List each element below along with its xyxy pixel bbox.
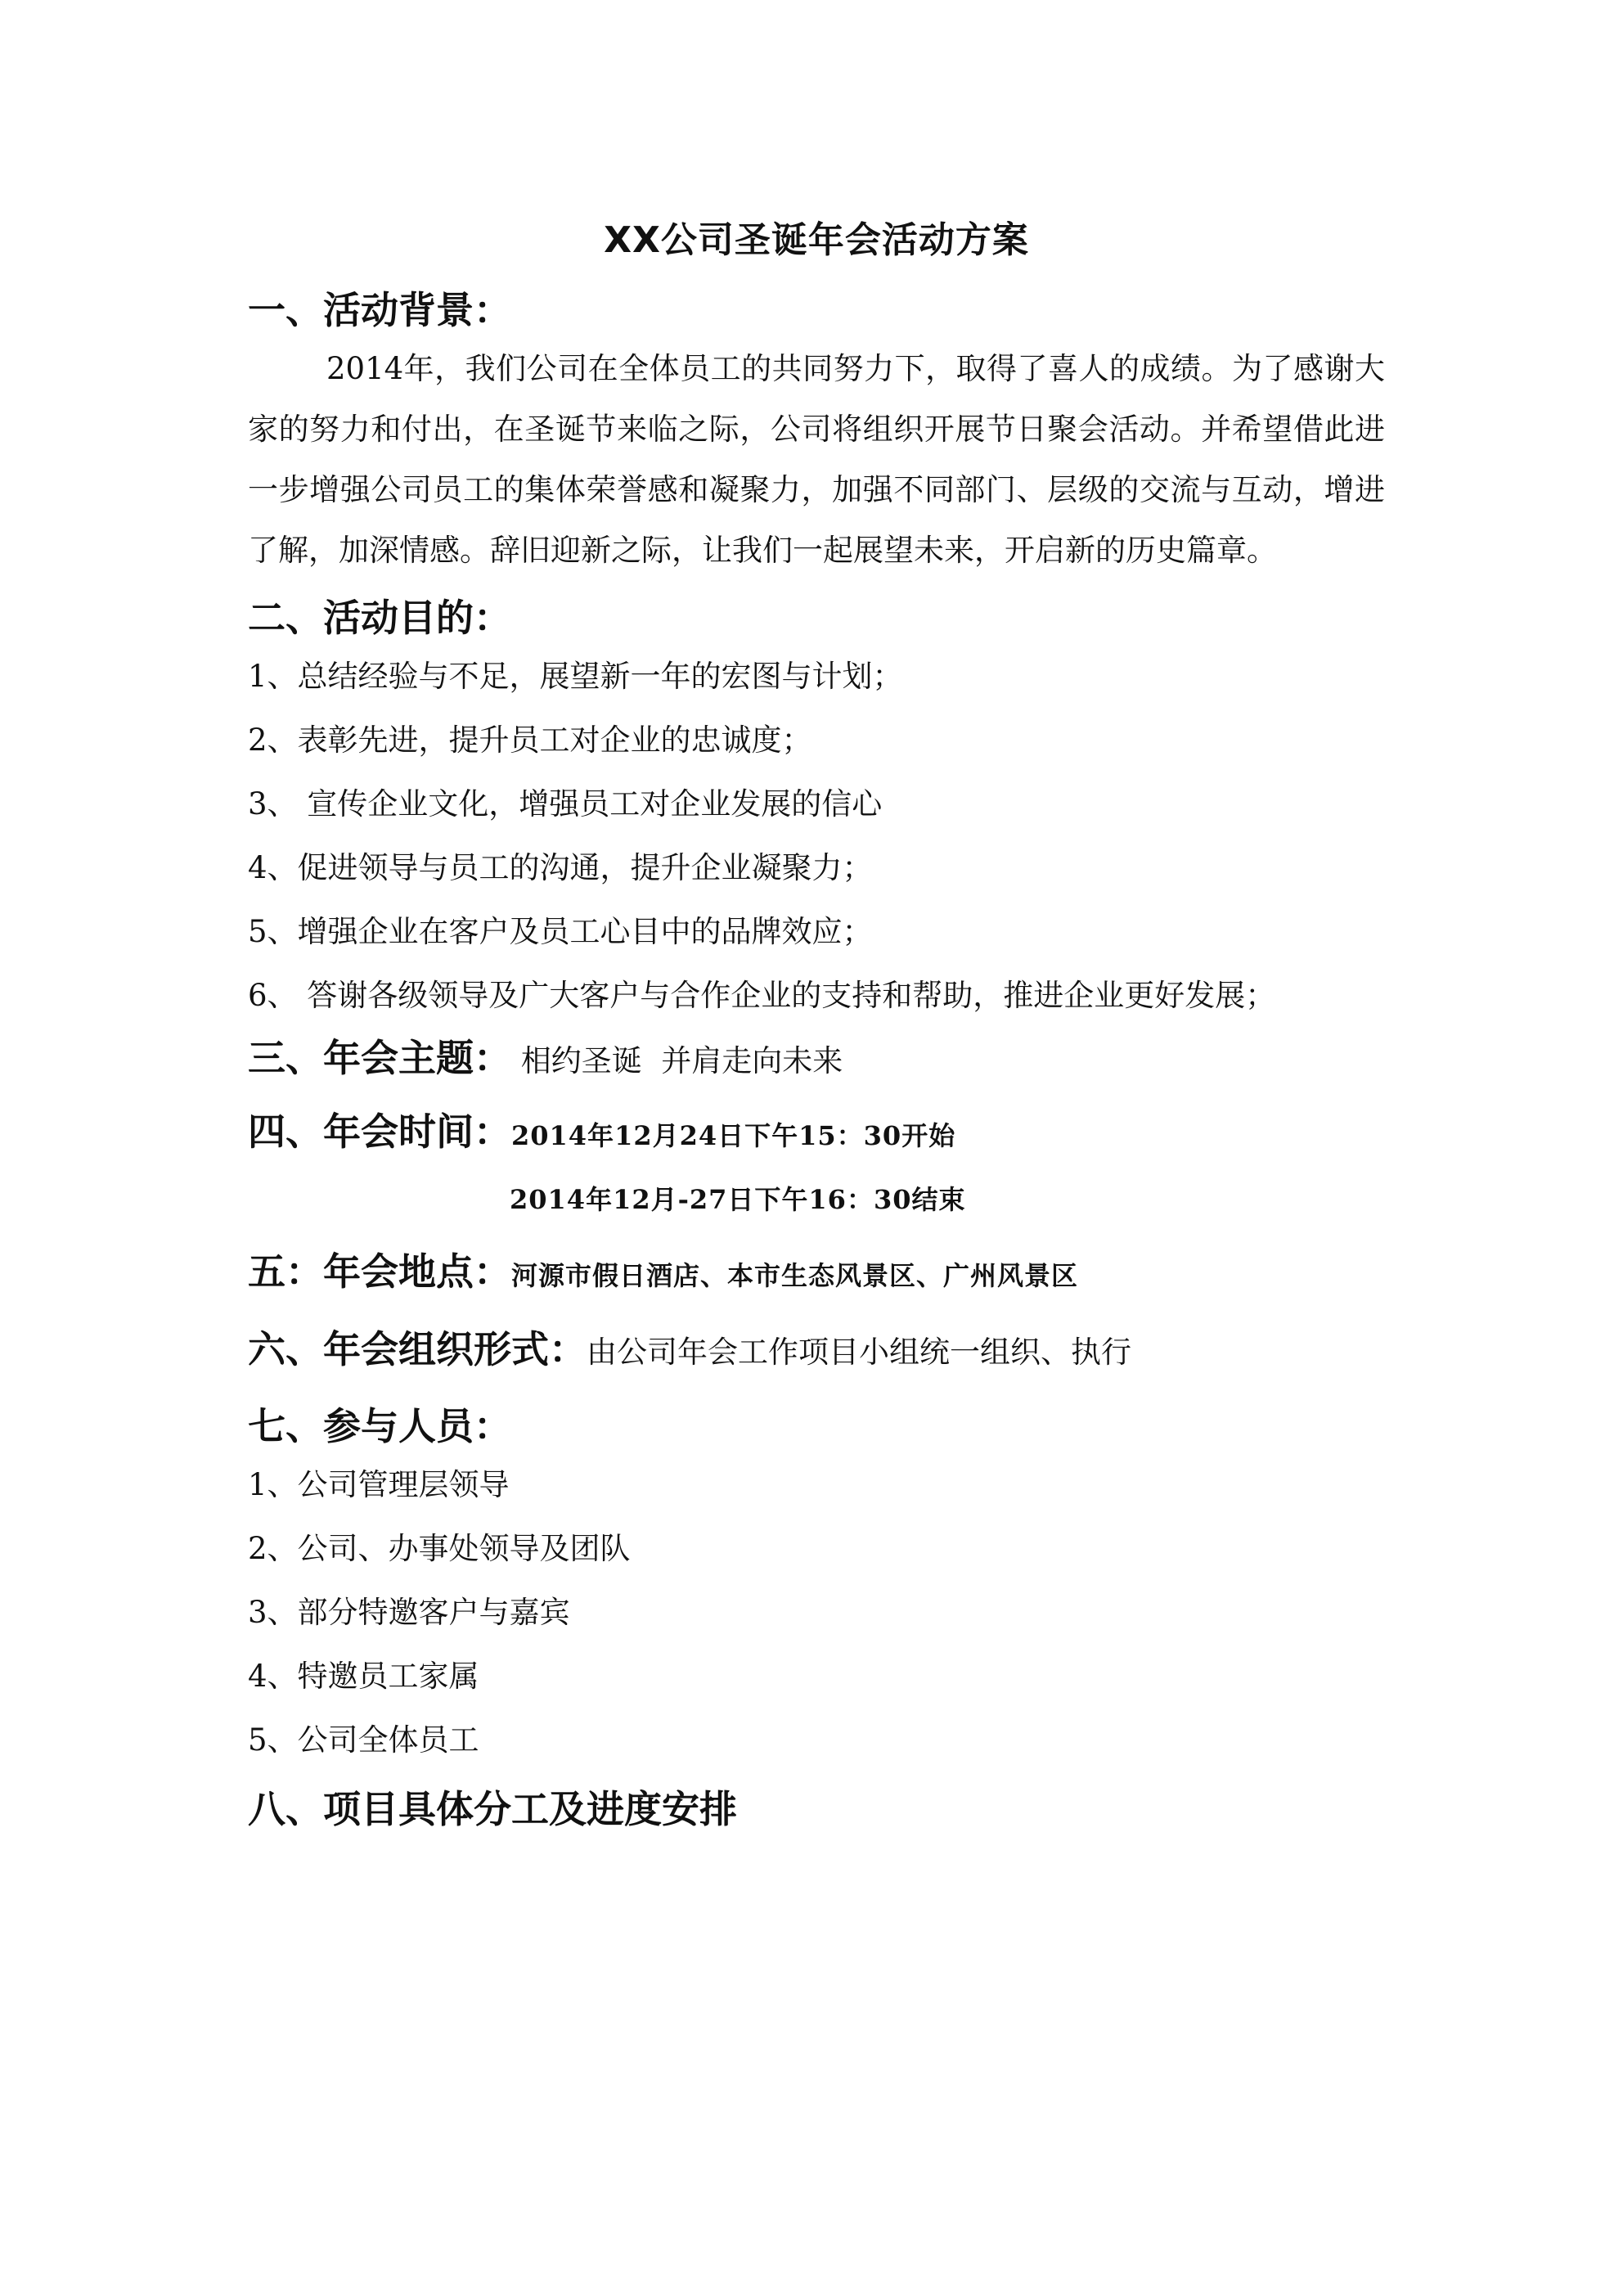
purpose-item: 4、促进领导与员工的沟通，提升企业凝聚力；: [248, 850, 873, 885]
purpose-item: 1、总结经验与不足，展望新一年的宏图与计划；: [248, 659, 903, 694]
time-start: 2014年12月24日下午15：30开始: [511, 1120, 956, 1151]
time-row: [248, 1106, 1385, 1161]
participant-item: 2、公司、办事处领导及团队: [248, 1531, 631, 1566]
participant-item: 5、公司全体员工: [248, 1722, 479, 1758]
participant-item: 1、公司管理层领导: [248, 1467, 510, 1502]
theme-row: [248, 1033, 1385, 1087]
purpose-item: 6、 答谢各级领导及广大客户与合作企业的支持和帮助，推进企业更好发展；: [248, 978, 1276, 1013]
location-label: 五：年会地点：: [248, 1249, 511, 1294]
organization-label: 六、年会组织形式：: [248, 1327, 587, 1371]
location-row: [248, 1246, 1385, 1301]
purpose-item: 2、表彰先进，提升员工对企业的忠诚度；: [248, 723, 812, 758]
time-label: 四、年会时间：: [248, 1110, 511, 1154]
section-heading-purpose: 二、活动目的：: [248, 596, 511, 640]
theme-value: 相约圣诞 并肩走向未来: [511, 1043, 843, 1078]
background-paragraph: 2014年，我们公司在全体员工的共同努力下，取得了喜人的成绩。为了感谢大家的努力和付出，在圣诞节来临之际，公司将组织开展节日聚会活动。并希望借此进一步增强公司员工的集体荣誉感和凝聚力，加强不同部门、层级的交流与互动，增进了解，加深情感。辞旧迎新之际，让我们一起展望未来，开启新的历史篇章。: [248, 351, 1385, 568]
document-title: XX公司圣诞年会活动方案: [604, 219, 1029, 261]
time-end: 2014年12月-27日下午16：30结束: [510, 1184, 966, 1215]
section-heading-background: 一、活动背景：: [248, 288, 511, 332]
organization-value: 由公司年会工作项目小组统一组织、执行: [587, 1335, 1131, 1370]
participants-list: [248, 1453, 1385, 1772]
purpose-list: [248, 645, 1385, 1028]
purpose-item: 5、增强企业在客户及员工心目中的品牌效应；: [248, 914, 873, 949]
document-content: [248, 211, 1385, 1835]
organization-row: [248, 1324, 1385, 1378]
section-heading-schedule: 八、项目具体分工及进度安排: [248, 1787, 737, 1831]
section-heading-participants: 七、参与人员：: [248, 1404, 511, 1448]
theme-label: 三、年会主题：: [248, 1036, 511, 1080]
location-value: 河源市假日酒店、本市生态风景区、广州风景区: [511, 1260, 1079, 1291]
participant-item: 4、特邀员工家属: [248, 1659, 479, 1694]
participant-item: 3、部分特邀客户与嘉宾: [248, 1595, 570, 1630]
purpose-item: 3、 宣传企业文化，增强员工对企业发展的信心: [248, 786, 883, 822]
